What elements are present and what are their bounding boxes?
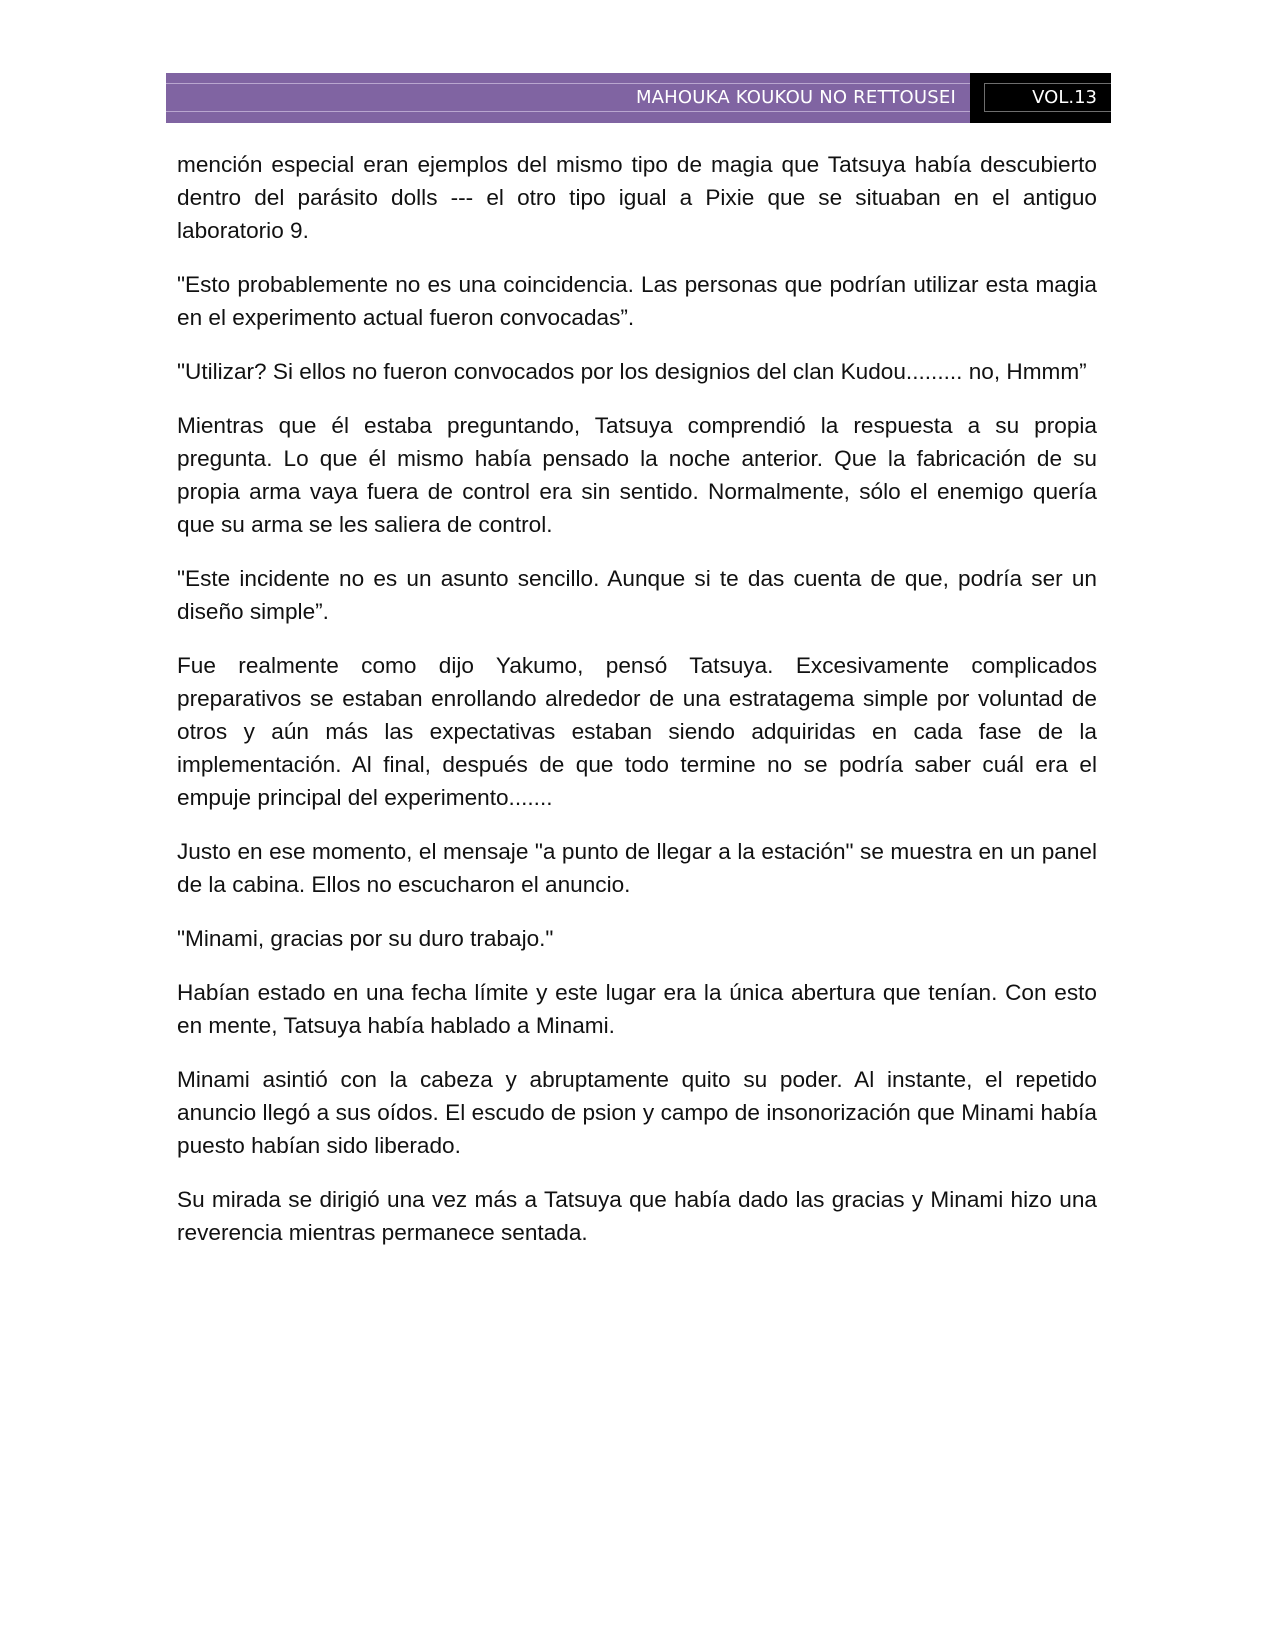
series-title: MAHOUKA KOUKOU NO RETTOUSEI [635, 87, 956, 108]
header-volume-block [970, 73, 1111, 123]
volume-label: VOL.13 [1032, 87, 1097, 108]
paragraph: Habían estado en una fecha límite y este lugar era la única abertura que tenían. Con esto en mente, Tatsuya había hablado a Minami. [177, 980, 1097, 1038]
volume-rule-divider [984, 83, 985, 112]
paragraph: Justo en ese momento, el mensaje "a punto de llegar a la estación" se muestra en un panel de la cabina. Ellos no escucharon el anuncio. [177, 839, 1097, 897]
page-header [166, 73, 1111, 123]
paragraph: Su mirada se dirigió una vez más a Tatsuya que había dado las gracias y Minami hizo una reverencia mientras permanece sentada. [177, 1187, 1097, 1245]
paragraph: "Minami, gracias por su duro trabajo." [177, 926, 554, 951]
paragraph: "Utilizar? Si ellos no fueron convocados por los designios del clan Kudou......... no, Hmmm” [177, 359, 1087, 384]
page-body [177, 148, 1097, 1270]
paragraph: mención especial eran ejemplos del mismo tipo de magia que Tatsuya había descubierto dentro del parásito dolls --- el otro tipo igual a Pixie que se situaban en el antiguo laboratorio 9. [177, 152, 1097, 243]
paragraph: "Este incidente no es un asunto sencillo. Aunque si te das cuenta de que, podría ser un diseño simple”. [177, 566, 1097, 624]
header-title-band [166, 73, 970, 123]
volume-rule-bottom [984, 111, 1111, 112]
paragraph: Mientras que él estaba preguntando, Tatsuya comprendió la respuesta a su propia pregunta. Lo que él mismo había pensado la noche anterior. Que la fabricación de su propia arma vaya fuera de control era sin sentido. Normalmente, sólo el enemigo quería que su arma se les saliera de control. [177, 413, 1097, 537]
paragraph: Minami asintió con la cabeza y abruptamente quito su poder. Al instante, el repetido anuncio llegó a sus oídos. El escudo de psion y campo de insonorización que Minami había puesto habían sido liberado. [177, 1067, 1097, 1158]
paragraph: "Esto probablemente no es una coincidencia. Las personas que podrían utilizar esta magia en el experimento actual fueron convocadas”. [177, 272, 1097, 330]
header-rule-bottom [166, 111, 970, 112]
paragraph: Fue realmente como dijo Yakumo, pensó Tatsuya. Excesivamente complicados preparativos se estaban enrollando alrededor de una estratagema simple por voluntad de otros y aún más las expectativas estaban siendo adquiridas en cada fase de la implementación. Al final, después de que todo termine no se podría saber cuál era el empuje principal del experimento....... [177, 653, 1097, 810]
